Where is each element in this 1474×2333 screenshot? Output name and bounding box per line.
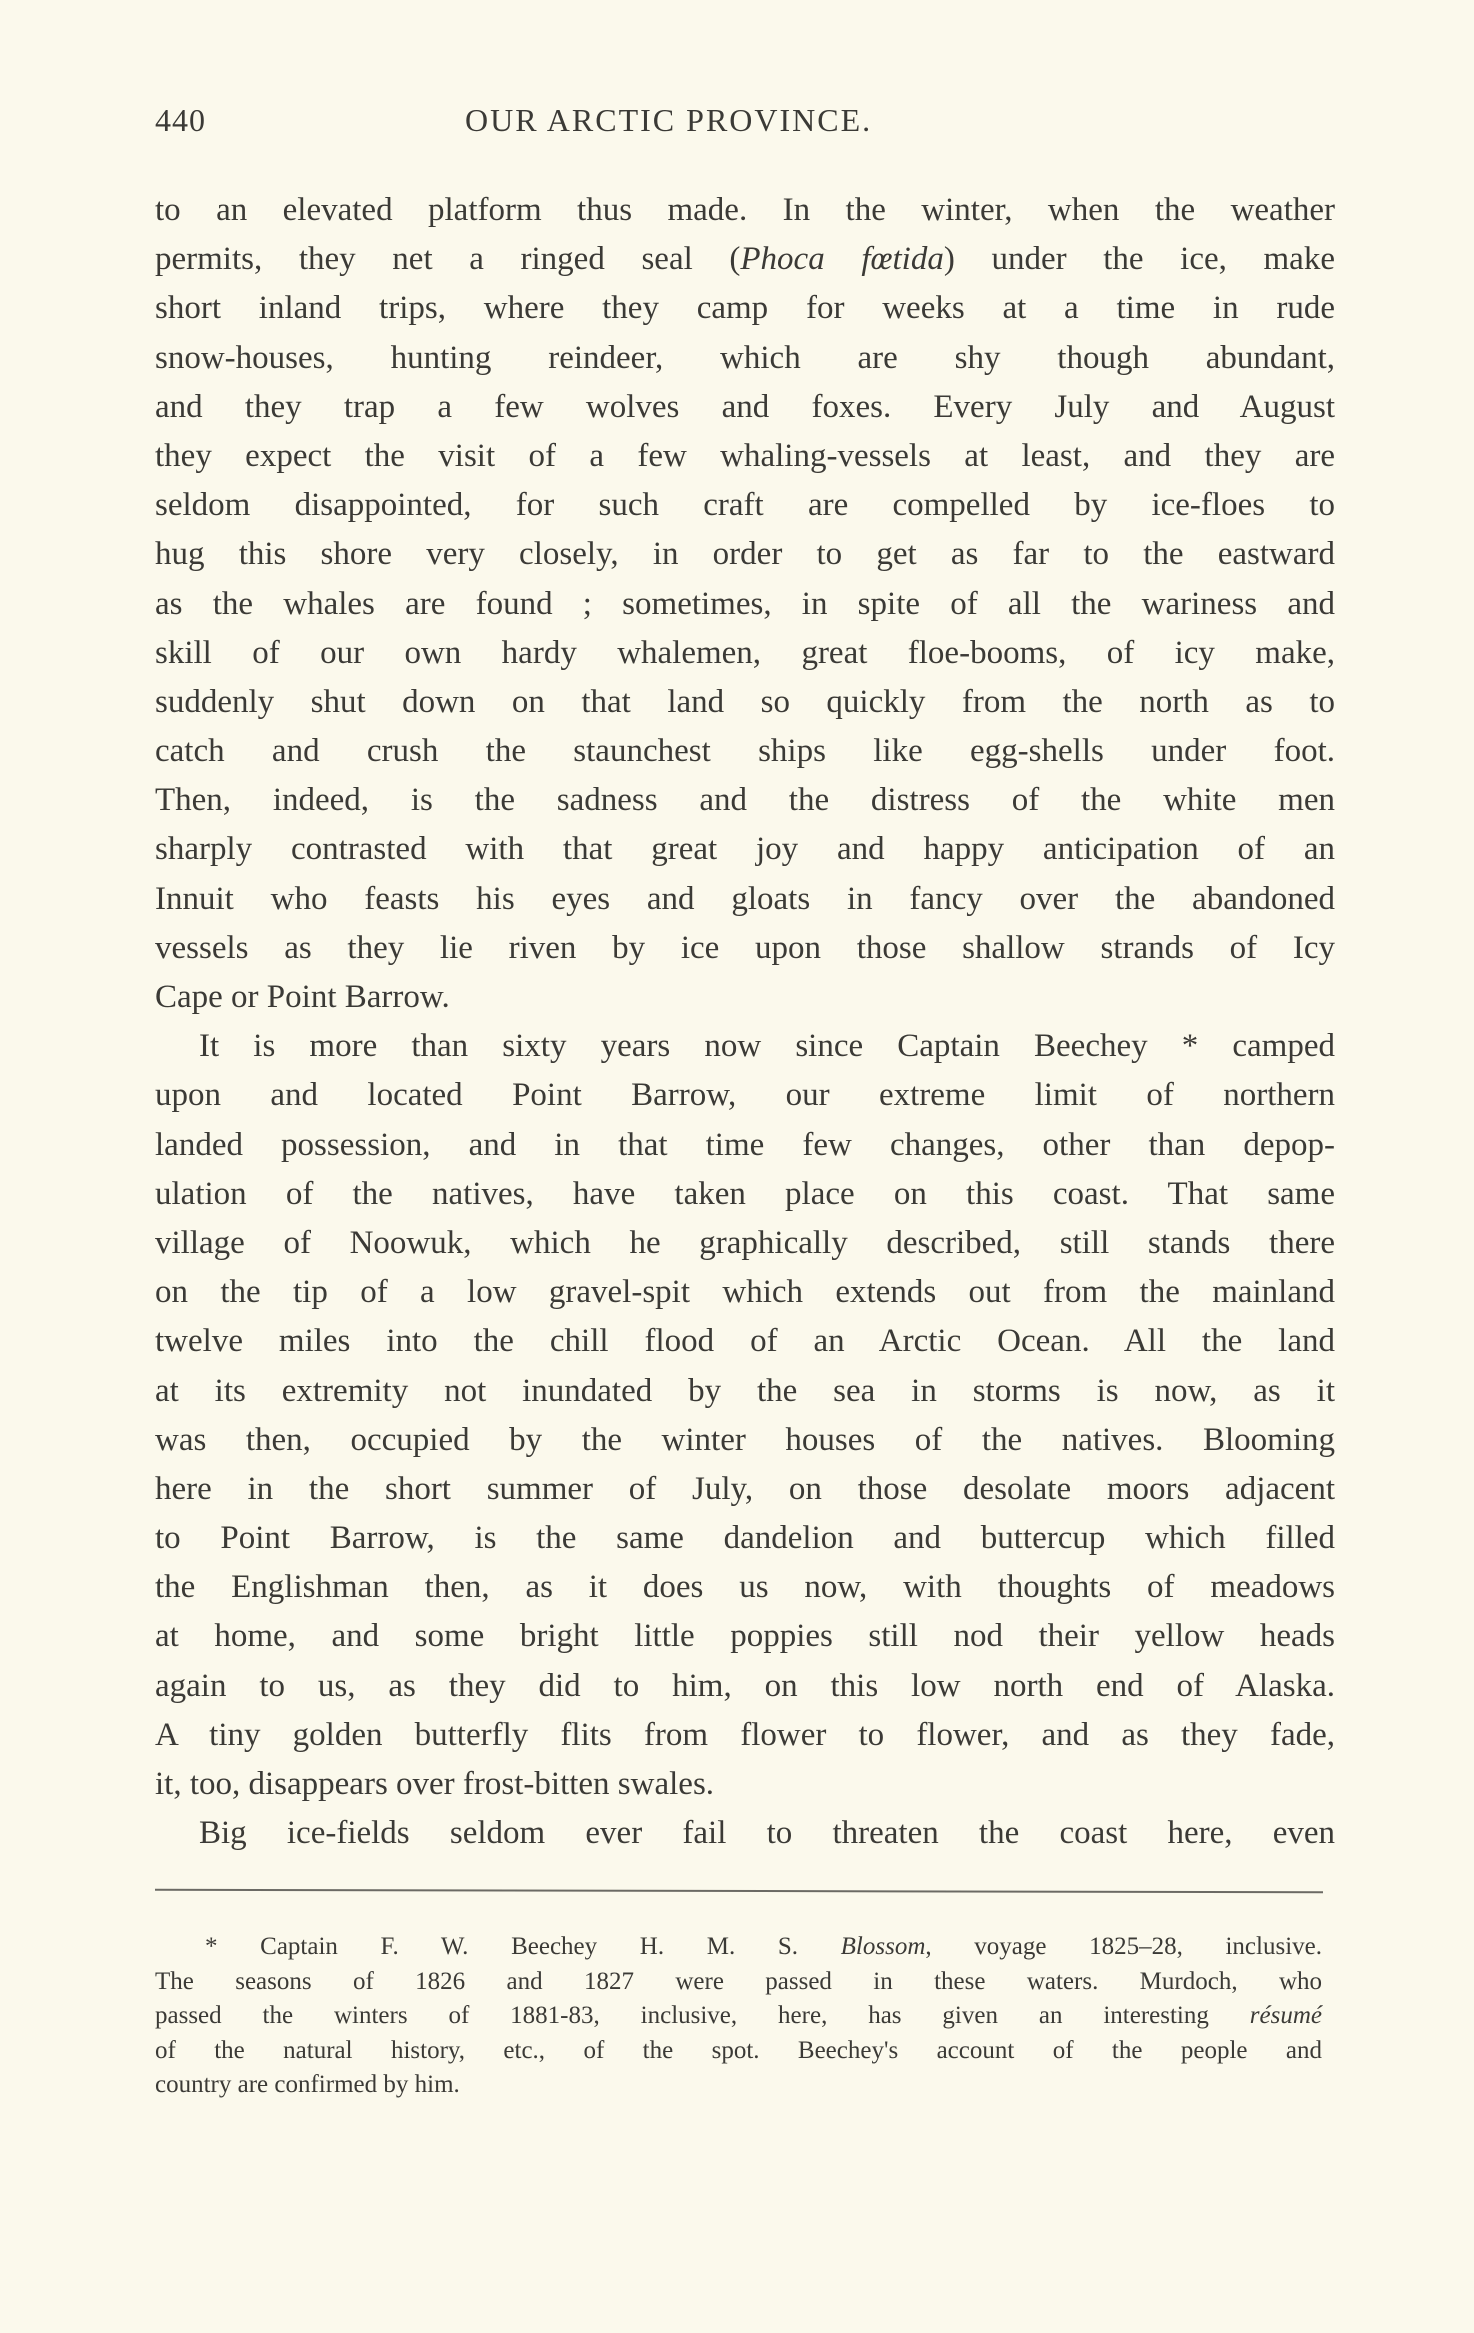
text-line: Innuit who feasts his eyes and gloats in fancy over the abandoned: [155, 880, 1335, 917]
text-line: twelve miles into the chill flood of an Arctic Ocean. All the land: [155, 1323, 1335, 1360]
text-line: landed possession, and in that time few changes, other than depop-: [155, 1126, 1335, 1163]
text-line: as the whales are found ; sometimes, in spite of all the wariness and: [155, 585, 1335, 622]
text-line: and they trap a few wolves and foxes. Every July and August: [155, 388, 1335, 425]
text-line: snow-houses, hunting reindeer, which are shy though abundant,: [155, 339, 1335, 376]
italic-text: résumé: [1249, 2002, 1322, 2029]
running-title: OUR ARCTIC PROVINCE.: [465, 102, 873, 138]
footnote-line: The seasons of 1826 and 1827 were passed in these waters. Murdoch, who: [155, 1967, 1322, 1995]
text-line: short inland trips, where they camp for weeks at a time in rude: [155, 290, 1335, 327]
text-line: the Englishman then, as it does us now, with thoughts of meadows: [155, 1569, 1335, 1606]
text-line: Then, indeed, is the sadness and the distress of the white men: [155, 782, 1335, 819]
text-line: at home, and some bright little poppies still nod their yellow heads: [155, 1618, 1335, 1655]
text-line: Cape or Point Barrow.: [155, 979, 450, 1015]
text-line: catch and crush the staunchest ships like egg-shells under foot.: [155, 733, 1335, 770]
italic-text: Blossom: [840, 1933, 926, 1960]
body-text: [155, 186, 1335, 1858]
text-line: Big ice-fields seldom ever fail to threaten the coast here, even: [199, 1815, 1335, 1852]
footnote-divider: [155, 1889, 1323, 1893]
text-line: village of Noowuk, which he graphically described, still stands there: [155, 1224, 1335, 1261]
text-line: upon and located Point Barrow, our extreme limit of northern: [155, 1077, 1335, 1114]
text-line: to an elevated platform thus made. In the winter, when the weather: [155, 192, 1335, 228]
text-line: It is more than sixty years now since Captain Beechey * camped: [199, 1028, 1335, 1065]
text-line: here in the short summer of July, on those desolate moors adjacent: [155, 1470, 1335, 1507]
text-line: it, too, disappears over frost-bitten swales.: [155, 1766, 715, 1802]
footnote-line: * Captain F. W. Beechey H. M. S. Blossom, voyage 1825–28, inclusive.: [205, 1933, 1322, 1960]
footnote-line: passed the winters of 1881-83, inclusive, here, has given an interesting résumé: [155, 2002, 1322, 2029]
text-line: hug this shore very closely, in order to get as far to the eastward: [155, 536, 1335, 573]
text-line: on the tip of a low gravel-spit which extends out from the mainland: [155, 1274, 1335, 1311]
text-line: to Point Barrow, is the same dandelion and buttercup which filled: [155, 1520, 1335, 1557]
text-line: suddenly shut down on that land so quickly from the north as to: [155, 683, 1335, 720]
footnote-line: country are confirmed by him.: [155, 2071, 460, 2098]
page-number: 440: [155, 102, 206, 138]
footnote: [155, 1930, 1322, 2103]
text-line: ulation of the natives, have taken place on this coast. That same: [155, 1175, 1335, 1212]
text-line: permits, they net a ringed seal (Phoca fœtida) under the ice, make: [155, 241, 1335, 278]
text-line: vessels as they lie riven by ice upon those shallow strands of Icy: [155, 929, 1335, 966]
footnote-line: of the natural history, etc., of the spot. Beechey's account of the people and: [155, 2036, 1322, 2064]
text-line: was then, occupied by the winter houses of the natives. Blooming: [155, 1421, 1335, 1458]
text-line: skill of our own hardy whalemen, great floe-booms, of icy make,: [155, 634, 1335, 671]
text-line: sharply contrasted with that great joy and happy anticipation of an: [155, 831, 1335, 868]
text-line: seldom disappointed, for such craft are compelled by ice-floes to: [155, 487, 1335, 524]
italic-text: Phoca fœtida: [740, 241, 944, 278]
text-line: at its extremity not inundated by the sea in storms is now, as it: [155, 1372, 1335, 1409]
text-line: A tiny golden butterfly flits from flower to flower, and as they fade,: [155, 1716, 1335, 1753]
text-line: they expect the visit of a few whaling-vessels at least, and they are: [155, 437, 1335, 474]
text-line: again to us, as they did to him, on this low north end of Alaska.: [155, 1667, 1335, 1704]
